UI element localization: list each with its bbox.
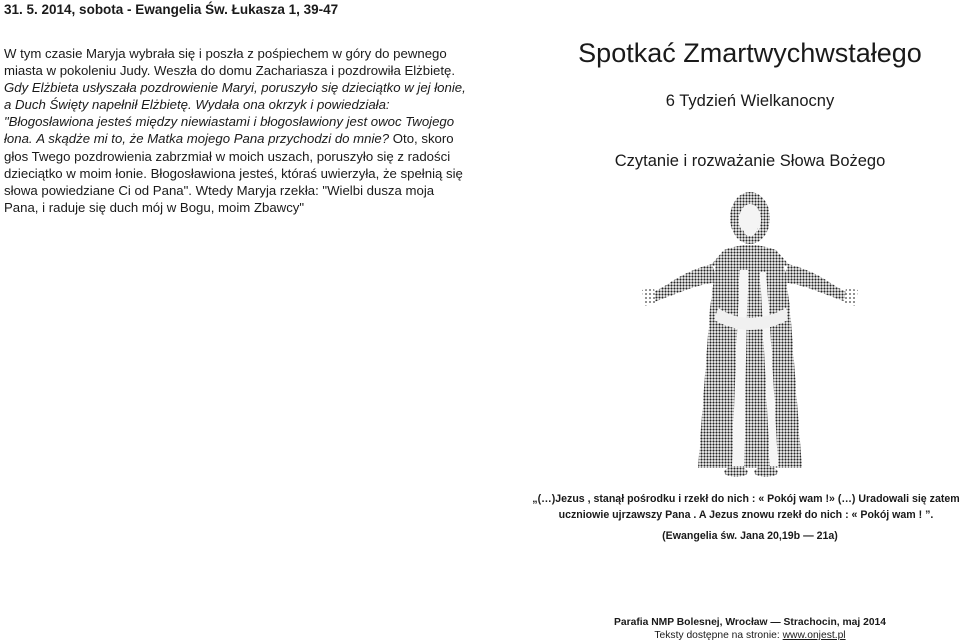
source-link[interactable]: www.onjest.pl (782, 630, 846, 641)
source-prefix: Teksty dostępne na stronie: (654, 630, 783, 641)
gospel-sentence-5: Oto, skoro głos Twego pozdrowienia zabrzmiał w moich uszach, poruszyło się z radości dzieciątko w moim łonie. (4, 131, 454, 181)
gospel-sentence-3: Wydała ona okrzyk i powiedziała: "Błogosławiona jesteś między niewiastami i błogosławiony jest owoc Twojego łona. (4, 97, 455, 147)
gospel-sentence-1: W tym czasie Maryja wybrała się i poszła z pośpiechem w góry do pewnego miasta w pokoleniu Judy. Weszła do domu Zachariasza i pozdrowiła Elżbietę. (4, 46, 456, 79)
gospel-quote: „(…)Jezus , stanął pośrodku i rzekł do nich : « Pokój wam !» (…) Uradowali się zatem uczniowie ujrzawszy Pana . A Jezus znowu rzekł do nich : « Pokój wam ! ”. (532, 493, 960, 521)
gospel-sentence-6: Błogosławiona jesteś, któraś uwierzyła, że spełnią się słowa powiedziane Ci od Pana". (4, 165, 463, 198)
gospel-sentence-7: Wtedy Maryja rzekła: "Wielbi dusza moja Pana, i raduje się duch mój w Bogu, moim Zbawcy" (4, 182, 435, 215)
gospel-sentence-4: A skądże mi to, że Matka mojego Pana przychodzi do mnie? (36, 131, 390, 147)
quote-reference: (Ewangelia św. Jana 20,19b — 21a) (662, 530, 838, 542)
date-heading: 31. 5. 2014, sobota - Ewangelia Św. Łukasza 1, 39-47 (4, 2, 339, 17)
page-title: Spotkać Zmartwychwstałego (578, 38, 922, 68)
subtitle: Czytanie i rozważanie Słowa Bożego (614, 152, 886, 170)
week-label: 6 Tydzień Wielkanocny (665, 92, 835, 110)
risen-jesus-illustration-icon (640, 188, 860, 480)
parish-footer: Parafia NMP Bolesnej, Wrocław — Strachocin, maj 2014 (613, 617, 887, 628)
gospel-text (4, 45, 466, 216)
gospel-sentence-2: Gdy Elżbieta usłyszała pozdrowienie Maryi, poruszyło się dzieciątko w jej łonie, a Duch Święty napełnił Elżbietę. (4, 80, 466, 113)
source-footer (545, 630, 955, 641)
